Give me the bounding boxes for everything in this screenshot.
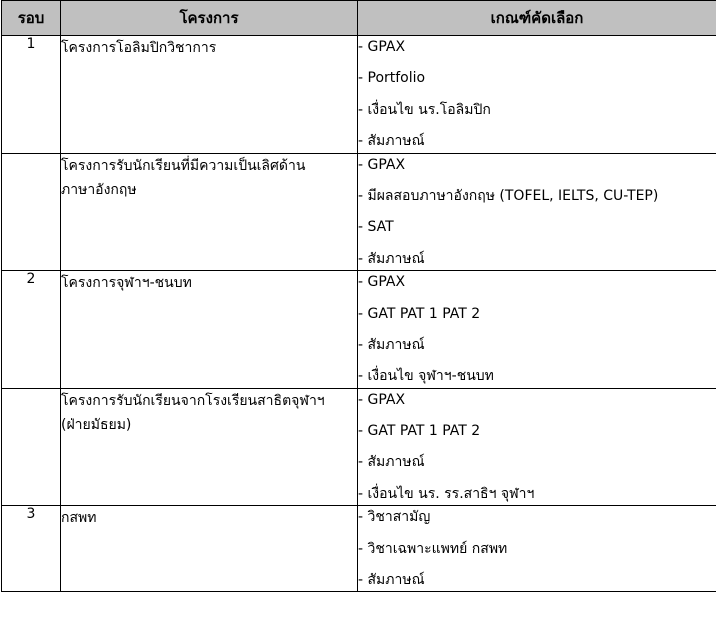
column-header-criteria: เกณฑ์คัดเลือก — [358, 1, 716, 36]
cell-program — [61, 271, 358, 389]
admission-criteria-table — [1, 0, 716, 592]
criteria-item: - เงื่อนไข นร.โอลิมปิก — [358, 101, 491, 118]
criteria-item: - GPAX — [358, 39, 406, 55]
table-header — [2, 1, 716, 36]
column-header-round: รอบ — [2, 1, 61, 36]
criteria-item: - GPAX — [358, 274, 406, 291]
criteria-list — [358, 506, 716, 591]
cell-program — [61, 153, 358, 271]
cell-criteria — [358, 271, 716, 389]
criteria-list — [358, 271, 716, 388]
criteria-item: - Portfolio — [358, 70, 426, 87]
cell-round: 1 — [2, 36, 61, 154]
program-line: กสพท — [61, 510, 97, 527]
criteria-item: - GAT PAT 1 PAT 2 — [358, 305, 481, 322]
cell-program — [61, 36, 358, 154]
criteria-item: - SAT — [358, 219, 394, 236]
cell-round — [2, 153, 61, 271]
cell-round — [2, 388, 61, 506]
table-row — [2, 271, 716, 389]
program-line: โครงการจุฬาฯ-ชนบท — [61, 275, 192, 292]
cell-program — [61, 388, 358, 506]
table-row — [2, 153, 716, 271]
table-header-row — [2, 1, 716, 36]
criteria-item: - เงื่อนไข จุฬาฯ-ชนบท — [358, 368, 494, 385]
criteria-item: - มีผลสอบภาษาอังกฤษ (TOFEL, IELTS, CU-TEP) — [358, 187, 659, 204]
table-row — [2, 388, 716, 506]
program-line: (ฝ่ายมัธยม) — [61, 417, 132, 434]
cell-criteria — [358, 153, 716, 271]
criteria-item: - เงื่อนไข นร. รร.สาธิฯ จุฬาฯ — [358, 485, 535, 502]
table-row — [2, 506, 716, 592]
cell-round: 2 — [2, 271, 61, 389]
column-header-program: โครงการ — [61, 1, 358, 36]
cell-round: 3 — [2, 506, 61, 592]
criteria-item: - GPAX — [358, 391, 406, 408]
criteria-item: - สัมภาษณ์ — [358, 250, 425, 267]
criteria-item: - วิชาสามัญ — [358, 509, 431, 526]
criteria-item: - สัมภาษณ์ — [358, 454, 425, 471]
criteria-item: - วิชาเฉพาะแพทย์ กสพท — [358, 540, 508, 557]
criteria-item: - สัมภาษณ์ — [358, 572, 425, 589]
cell-criteria — [358, 36, 716, 154]
criteria-item: - สัมภาษณ์ — [358, 133, 425, 150]
criteria-list — [358, 36, 716, 153]
cell-program — [61, 506, 358, 592]
criteria-item: - GAT PAT 1 PAT 2 — [358, 423, 481, 440]
criteria-list — [358, 154, 716, 271]
program-line: ภาษาอังกฤษ — [61, 182, 137, 199]
program-line: โครงการโอลิมปิกวิชาการ — [61, 40, 217, 56]
criteria-item: - สัมภาษณ์ — [358, 336, 425, 353]
program-line: โครงการรับนักเรียนจากโรงเรียนสาธิตจุฬาฯ — [61, 392, 325, 409]
cell-criteria — [358, 506, 716, 592]
table-row — [2, 36, 716, 154]
criteria-item: - GPAX — [358, 156, 406, 173]
criteria-list — [358, 389, 716, 506]
table-body — [2, 36, 716, 592]
cell-criteria — [358, 388, 716, 506]
program-line: โครงการรับนักเรียนที่มีความเป็นเลิศด้าน — [61, 157, 306, 174]
